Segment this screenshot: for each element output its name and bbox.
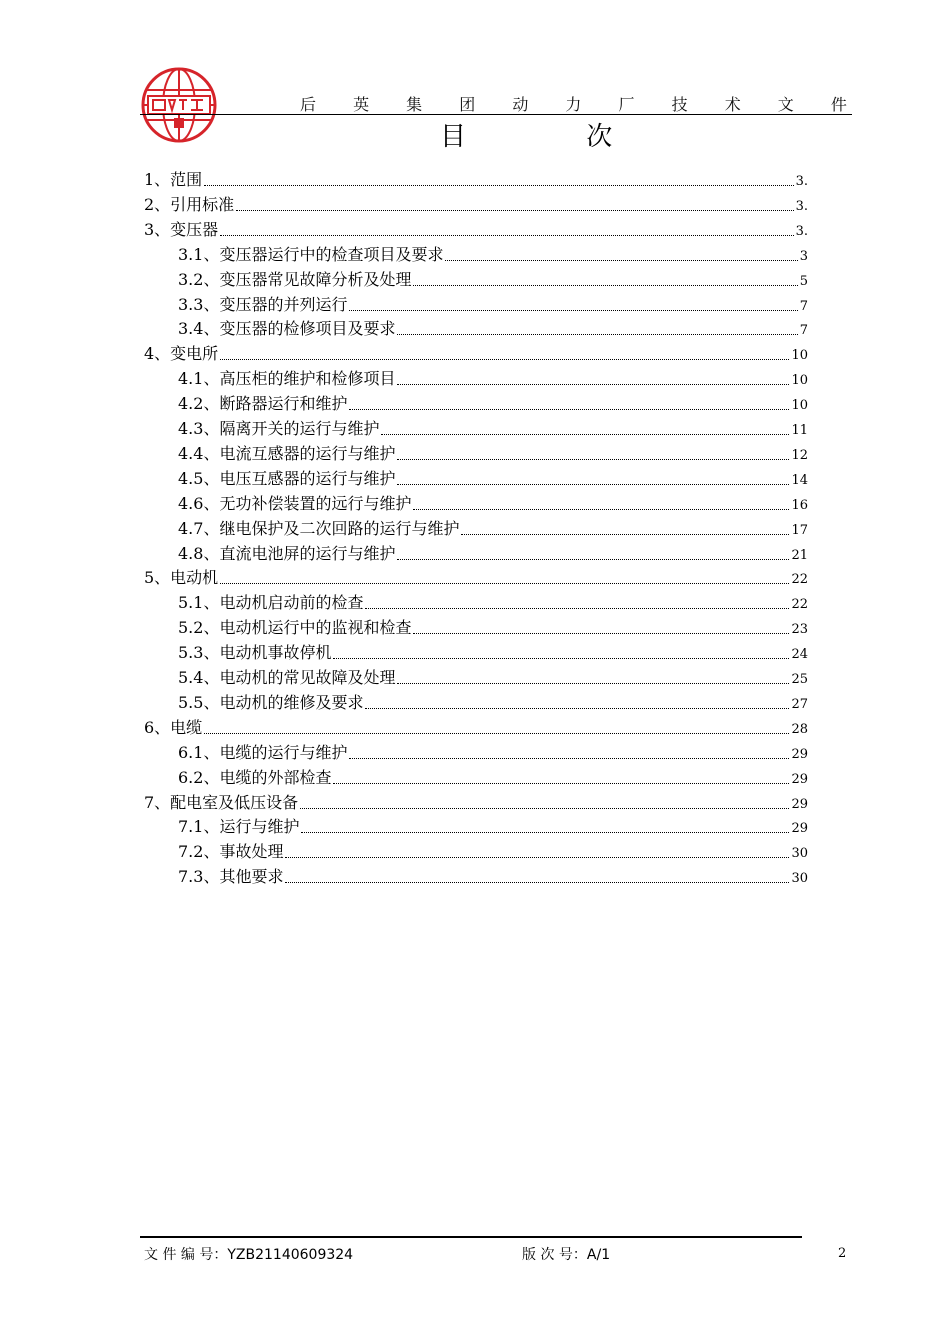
toc-entry[interactable]	[178, 540, 808, 564]
toc-entry-label: 7.3、其他要求	[178, 867, 284, 887]
toc-entry-page: 22	[791, 572, 808, 588]
toc-entry[interactable]	[144, 789, 808, 813]
toc-entry[interactable]	[178, 490, 808, 514]
toc-dot-leader	[381, 434, 789, 435]
toc-entry[interactable]	[144, 166, 808, 190]
toc-entry-page: 29	[791, 821, 808, 837]
toc-dot-leader	[285, 857, 789, 858]
toc-dot-leader	[397, 459, 789, 460]
toc-entry-page: 11	[791, 423, 808, 438]
toc-dot-leader	[333, 658, 789, 659]
toc-entry-label: 7.1、运行与维护	[178, 817, 300, 837]
toc-entry-page: 3.	[795, 174, 808, 189]
toc-entry-page: 29	[791, 771, 808, 787]
document-number-value: YZB21140609324	[227, 1247, 354, 1263]
document-number	[144, 1244, 353, 1264]
toc-entry[interactable]	[144, 191, 808, 215]
toc-entry-label: 3.3、变压器的并列运行	[178, 294, 348, 314]
toc-entry[interactable]	[178, 440, 808, 464]
toc-entry[interactable]	[144, 216, 808, 240]
toc-dot-leader	[220, 583, 789, 584]
toc-entry[interactable]	[178, 764, 808, 788]
toc-dot-leader	[397, 484, 789, 485]
toc-entry-page: 16	[791, 497, 808, 513]
toc-dot-leader	[413, 633, 789, 634]
toc-entry-page: 5	[799, 273, 808, 289]
toc-dot-leader	[204, 733, 789, 734]
toc-entry[interactable]	[178, 838, 808, 862]
toc-entry-page: 12	[791, 447, 808, 463]
toc-dot-leader	[349, 310, 797, 311]
toc-dot-leader	[236, 210, 793, 211]
toc-entry-page: 30	[791, 846, 808, 862]
footer-divider	[140, 1236, 802, 1238]
toc-entry-label: 7.2、事故处理	[178, 842, 284, 862]
toc-entry-label: 5.1、电动机启动前的检查	[178, 593, 364, 613]
toc-dot-leader	[220, 235, 793, 236]
toc-entry-page: 3.	[795, 223, 808, 239]
toc-entry-label: 5.5、电动机的维修及要求	[178, 692, 364, 712]
toc-entry-page: 22	[791, 597, 808, 613]
toc-entry-page: 3	[799, 248, 808, 264]
toc-entry-page: 7	[799, 298, 808, 314]
toc-dot-leader	[204, 185, 793, 186]
toc-dot-leader	[461, 534, 789, 535]
toc-entry-page: 3.	[795, 198, 808, 214]
toc-entry-page: 29	[791, 746, 808, 762]
toc-dot-leader	[445, 260, 797, 261]
toc-dot-leader	[301, 832, 789, 833]
toc-dot-leader	[413, 285, 797, 286]
toc-entry[interactable]	[178, 465, 808, 489]
toc-entry[interactable]	[178, 863, 808, 887]
page-number: 2	[838, 1246, 847, 1261]
toc-dot-leader	[397, 384, 789, 385]
toc-entry-label: 5.2、电动机运行中的监视和检查	[178, 618, 412, 638]
toc-dot-leader	[300, 808, 789, 809]
toc-entry-page: 27	[791, 696, 808, 712]
toc-entry-page: 10	[791, 348, 808, 364]
toc-entry[interactable]	[178, 639, 808, 663]
toc-entry-label: 4.4、电流互感器的运行与维护	[178, 443, 396, 463]
toc-entry-label: 5、电动机	[144, 568, 219, 588]
company-header-title: 后 英 集 团 动 力 厂 技 术 文 件	[300, 95, 863, 114]
toc-entry[interactable]	[178, 241, 808, 265]
toc-entry[interactable]	[178, 415, 808, 439]
toc-entry[interactable]	[178, 614, 808, 638]
toc-entry-label: 3.1、变压器运行中的检查项目及要求	[178, 244, 444, 264]
toc-entry-label: 4.2、断路器运行和维护	[178, 394, 348, 414]
toc-entry-label: 4、变电所	[144, 344, 219, 364]
toc-entry-page: 14	[791, 472, 808, 488]
toc-dot-leader	[365, 608, 789, 609]
toc-entry[interactable]	[178, 365, 808, 389]
toc-dot-leader	[349, 409, 789, 410]
document-number-label: 文 件 编 号：	[144, 1247, 228, 1263]
page-title: 目 次	[440, 122, 669, 152]
toc-entry[interactable]	[178, 315, 808, 339]
header-divider	[140, 114, 852, 115]
toc-dot-leader	[365, 708, 789, 709]
toc-entry-label: 6.1、电缆的运行与维护	[178, 742, 348, 762]
toc-entry-label: 3.2、变压器常见故障分析及处理	[178, 269, 412, 289]
toc-entry[interactable]	[178, 739, 808, 763]
toc-entry[interactable]	[178, 390, 808, 414]
toc-entry-label: 3、变压器	[144, 219, 219, 239]
toc-entry-label: 5.4、电动机的常见故障及处理	[178, 668, 396, 687]
toc-dot-leader	[349, 758, 789, 759]
toc-entry[interactable]	[178, 515, 808, 539]
toc-dot-leader	[397, 683, 789, 684]
toc-entry-page: 25	[791, 672, 808, 687]
toc-entry-label: 4.6、无功补偿装置的远行与维护	[178, 493, 412, 513]
toc-entry[interactable]	[178, 589, 808, 613]
toc-entry-label: 2、引用标准	[144, 194, 235, 214]
toc-entry[interactable]	[144, 714, 808, 738]
toc-entry[interactable]	[144, 340, 808, 364]
toc-entry-label: 5.3、电动机事故停机	[178, 643, 332, 663]
toc-dot-leader	[333, 783, 789, 784]
toc-entry-label: 1、范围	[144, 170, 203, 189]
toc-entry-page: 29	[791, 796, 808, 812]
toc-entry-label: 6.2、电缆的外部检查	[178, 767, 332, 787]
toc-entry-page: 28	[791, 721, 808, 737]
version-label: 版 次 号：	[522, 1247, 587, 1263]
toc-entry-page: 24	[791, 647, 808, 663]
toc-entry-label: 4.5、电压互感器的运行与维护	[178, 468, 396, 488]
toc-entry[interactable]	[178, 813, 808, 837]
toc-entry[interactable]	[178, 689, 808, 713]
toc-entry[interactable]	[144, 564, 808, 588]
toc-entry-page: 10	[791, 398, 808, 414]
toc-entry-label: 4.1、高压柜的维护和检修项目	[178, 369, 396, 389]
toc-entry-page: 17	[791, 522, 808, 538]
toc-entry-label: 4.7、继电保护及二次回路的运行与维护	[178, 518, 460, 538]
version-value: A/1	[586, 1247, 611, 1263]
toc-entry-label: 6、电缆	[144, 717, 203, 737]
toc-entry[interactable]	[178, 266, 808, 290]
toc-entry-label: 4.3、隔离开关的运行与维护	[178, 419, 380, 438]
toc-entry-label: 7、配电室及低压设备	[144, 792, 299, 812]
toc-entry-label: 3.4、变压器的检修项目及要求	[178, 319, 396, 339]
toc-dot-leader	[397, 334, 797, 335]
toc-dot-leader	[220, 359, 789, 360]
toc-dot-leader	[413, 509, 789, 510]
toc-entry[interactable]	[178, 291, 808, 315]
toc-entry-label: 4.8、直流电池屏的运行与维护	[178, 543, 396, 563]
toc-dot-leader	[397, 559, 789, 560]
toc-entry-page: 7	[799, 323, 808, 339]
toc-entry-page: 30	[791, 871, 808, 887]
company-logo-icon	[140, 66, 218, 144]
toc-dot-leader	[285, 882, 789, 883]
toc-entry-page: 23	[791, 622, 808, 638]
toc-entry-page: 10	[791, 373, 808, 389]
toc-entry-page: 21	[791, 547, 808, 563]
toc-entry[interactable]	[178, 664, 808, 688]
version-number	[522, 1244, 610, 1264]
